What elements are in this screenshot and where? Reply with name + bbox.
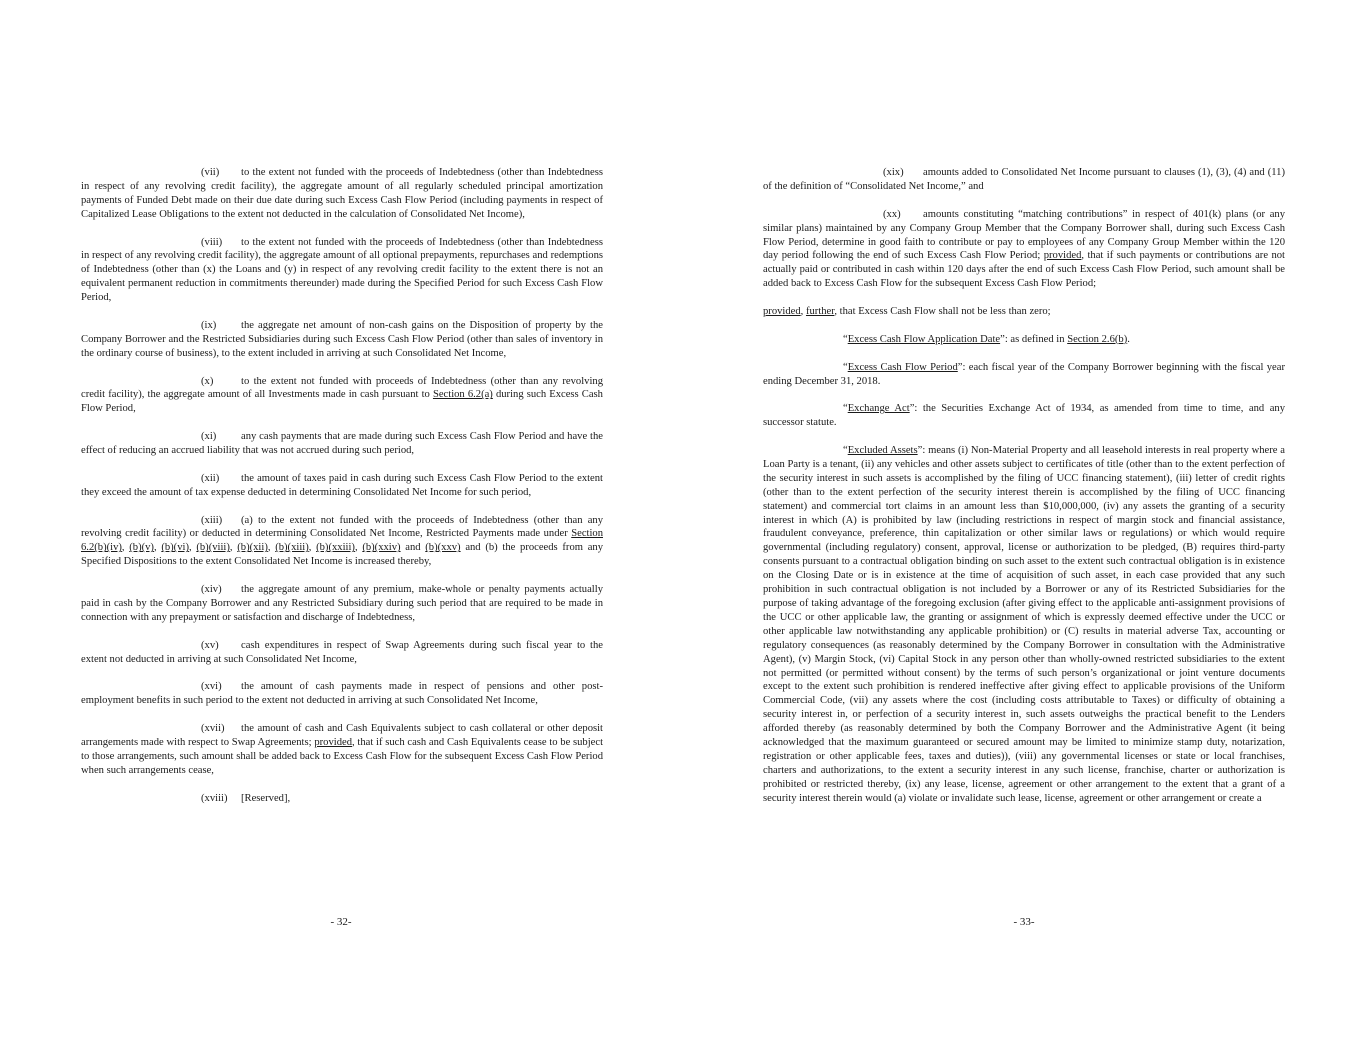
definition-text: ”: each fiscal year of the Company Borrower beginning with the fiscal year ending December 31, 2018. (763, 361, 1285, 387)
page-left-body (81, 166, 603, 819)
definition-text: ”: the Securities Exchange Act of 1934, as amended from time to time, and any successor statute. (763, 403, 1285, 429)
clause-label: (x) (201, 375, 214, 387)
definition-end: . (1127, 333, 1130, 345)
clause-text: any cash payments that are made during such Excess Cash Flow Period and have the effect of reducing an accrued liability that was not accrued during such period, (81, 431, 603, 457)
clause-text: the aggregate net amount of non-cash gains on the Disposition of property by the Company Borrower and the Restricted Subsidiaries during such Excess Cash Flow Period (other than sales of inventory in the ordinary course of business), to the extent included in arriving at such Consolidated Net Income, (81, 319, 603, 359)
defined-term: Excluded Assets (847, 445, 918, 457)
provided-term: provided (763, 306, 801, 318)
further-term: further (805, 306, 835, 318)
defined-term: Excess Cash Flow Application Date (847, 333, 1001, 345)
section-ref-link[interactable]: Section 2.6(b) (1067, 333, 1128, 345)
clause-label: (vii) (201, 167, 220, 178)
clause-label: (xi) (201, 431, 217, 443)
provided-term: provided (314, 737, 352, 748)
clause-text: amounts added to Consolidated Net Income pursuant to clauses (1), (3), (4) and (11) of the definition of “Consolidated Net Income,” and (763, 167, 1285, 192)
proviso-text: , that Excess Cash Flow shall not be less than zero; (834, 306, 1051, 318)
clause-text: during such Excess Cash Flow Period, (81, 389, 603, 415)
clause-xiii: (xiii) (a) to the extent not funded with the proceeds of Indebtedness (other than any revolving credit facility) or deducted in determining Consolidated Net Income, Restricted Payments made under Section 6.2(b)(iv), (b)(v), (b)(vi), (b)(viii), (b)(xii), (b)(xiii), (b)(xxiii), (b)(xxiv) and (b)(xxv) and (b) the proceeds from any Specified Dispositions to the extent Consolidated Net Income is increased thereby, (81, 514, 603, 568)
clause-text: the amount of cash and Cash Equivalents subject to cash collateral or other deposit arrangements made with respect to Swap Agreements; (81, 723, 603, 748)
clause-label: (xv) (201, 639, 219, 651)
clause-text: and (b) the proceeds from any Specified Dispositions to the extent Consolidated Net Income is increased thereby, (81, 542, 603, 568)
clause-xv (81, 639, 603, 667)
page-left (0, 0, 682, 1055)
clause-xi (81, 430, 603, 458)
definition-exchange-act: “Exchange Act”: the Securities Exchange Act of 1934, as amended from time to time, and any successor statute. (763, 403, 1285, 429)
clause-label: (viii) (201, 236, 223, 248)
clause-text: to the extent not funded with the proceeds of Indebtedness (other than Indebtedness in respect of any revolving credit facility), the aggregate amount of all regularly scheduled principal amortization payments of Funded Debt made on their due date during such Excess Cash Flow Period (including payments in respect of Capitalized Lease Obligations to the extent not deducted in the calculation of Consolidated Net Income), (81, 167, 603, 220)
proviso-paragraph (763, 305, 1285, 319)
clause-x (81, 375, 603, 417)
section-ref-link[interactable]: Section 6.2(b)(iv) (81, 528, 603, 554)
clause-text: to the extent not funded with proceeds of Indebtedness (other than any revolving credit facility), the aggregate amount of all Investments made in cash pursuant to (81, 375, 603, 401)
clause-label: (xvii) (201, 723, 225, 735)
clause-text: the amount of taxes paid in cash during such Excess Cash Flow Period to the extent they exceed the amount of tax expense deducted in determining Consolidated Net Income for such period, (81, 472, 603, 498)
clause-xix (763, 166, 1285, 194)
clause-xvi (81, 680, 603, 708)
section-ref-link[interactable]: (b)(v) (129, 542, 154, 554)
clause-text: , that if such payments or contributions are not actually paid or contributed in cash within 120 days after the end of such Excess Cash Flow Period, such amount shall be added back to Excess Cash Flow for the subsequent Excess Cash Flow Period; (763, 250, 1285, 290)
clause-label: (ix) (201, 319, 217, 331)
clause-xx (763, 208, 1285, 291)
clause-label: (xviii) (201, 792, 228, 804)
page-right-body (763, 166, 1285, 819)
section-ref-link[interactable]: (b)(xiii) (275, 542, 309, 554)
clause-vii (81, 166, 603, 222)
provided-term: provided (1043, 250, 1082, 262)
clause-label: (xiii) (201, 514, 223, 526)
clause-label: (xvi) (201, 681, 222, 693)
clause-text: the amount of cash payments made in respect of pensions and other post-employment benefits in such period to the extent not deducted in arriving at such Consolidated Net Income, (81, 681, 603, 707)
clause-viii (81, 236, 603, 306)
definition-text: ”: means (i) Non-Material Property and all leasehold interests in real property where a Loan Party is a tenant, (ii) any vehicles and other assets subject to certificates of title (other than to the extent perfection of the security interest in such assets is accomplished by the filing of UCC financing statement), (iii) letter of credit rights (other than to the extent perfection of the security interest therein is accomplished by the filing of UCC financing statement) and commercial tort claims in an amount less than $10,000,000, (iv) any assets the granting of a security interest in which (A) is prohibited by law (including restrictions in respect of margin stock and financial assistance, fraudulent conveyance, preference, thin capitalization or other similar laws or regulations) or which would require governmental (including regulatory) consent, approval, license or authorization to be pledged, (B) requires third-party consents pursuant to a contractual obligation binding on such asset to the extent such contractual obligation is in existence on the Closing Date or is in existence at the time of acquisition of such asset, in each case provided that any such prohibition in such contractual obligation is not included by a Borrower or any of its Restricted Subsidiaries for the purpose of taking advantage of the foregoing exclusion (after giving effect to the applicable anti-assignment provisions of the UCC or other applicable law, the granting or assignment of which is expressly deemed effective under the UCC or other applicable law notwithstanding any applicable prohibition) or (C) results in material adverse Tax, accounting or regulatory consequences (as reasonably determined by the Company Borrower in consultation with the Administrative Agent), (v) Margin Stock, (vi) Capital Stock in any person other than wholly-owned restricted subsidiaries to the extent not permitted (or permitted without consent) by the terms of such person’s organizational or joint venture documents except to the extent such prohibition is rendered ineffective after giving effect to applicable provisions of the Uniform Commercial Code, (vii) any assets where the cost (including costs attributable to Taxes) or difficulty of obtaining a security interest in, or perfection of a security interest in, such assets outweighs the practical benefit to the Lenders afforded thereby (as reasonably determined by both the Company Borrower and the Administrative Agent (it being acknowledged that the maximum guaranteed or secured amount may be limited to minimize stamp duty, notarization, registration or other applicable fees, taxes and duties)), (viii) any governmental licenses or state or local franchises, charters and authorizations, to the extent a security interest in any such license, franchise, charter or authorization is prohibited or restricted thereby, (ix) any lease, license, agreement or other arrangement to the extent that a grant of a security interest therein would (a) violate or invalidate such lease, license, agreement or other arrangement or create a (763, 445, 1286, 804)
clause-text: cash expenditures in respect of Swap Agreements during such fiscal year to the extent not deducted in arriving at such Consolidated Net Income, (81, 639, 603, 665)
clause-xviii (81, 792, 603, 806)
clause-text: (a) to the extent not funded with the proceeds of Indebtedness (other than any revolving credit facility) or deducted in determining Consolidated Net Income, Restricted Payments made under (81, 514, 603, 540)
separator: , (800, 306, 806, 318)
clause-label: (xix) (883, 167, 904, 178)
definition-text: ”: as defined in (1000, 333, 1065, 345)
section-ref-link[interactable]: (b)(vi) (161, 542, 189, 554)
section-ref-link[interactable]: (b)(xxv) (425, 542, 461, 554)
clause-xii (81, 472, 603, 500)
page-number: - 33- (1013, 916, 1035, 928)
definition-excess-cash-flow-application-date: “Excess Cash Flow Application Date”: as defined in Section 2.6(b). (843, 333, 1130, 345)
clause-xiv (81, 583, 603, 625)
clause-label: (xx) (883, 208, 901, 220)
section-ref-link[interactable]: (b)(xxiv) (362, 542, 401, 554)
defined-term: Exchange Act (847, 403, 910, 415)
clause-text: amounts constituting “matching contributions” in respect of 401(k) plans (or any similar plans) maintained by any Company Group Member that the Company Borrower shall, during such Excess Cash Flow Period, determine in good faith to contribute or pay to employees of any Company Group Member within the 120 day period following the end of such Excess Cash Flow Period; (763, 208, 1285, 262)
section-ref-link[interactable]: (b)(xii) (237, 542, 268, 554)
clause-xvii (81, 722, 603, 778)
clause-text: the aggregate amount of any premium, make-whole or penalty payments actually paid in cash by the Company Borrower and any Restricted Subsidiary during such period that are required to be made in connection with any prepayment or satisfaction and discharge of Indebtedness, (81, 584, 603, 623)
clause-label: (xii) (201, 472, 220, 484)
definition-excluded-assets: “Excluded Assets”: means (i) Non-Material Property and all leasehold interests in real property where a Loan Party is a tenant, (ii) any vehicles and other assets subject to certificates of title (other than to the extent perfection of the security interest in such assets is accomplished by the filing of UCC financing statement), (iii) letter of credit rights (other than to the extent perfection of the security interest therein is accomplished by the filing of UCC financing statement) and commercial tort claims in an amount less than $10,000,000, (iv) any assets the granting of a security interest in which (A) is prohibited by law (including restrictions in respect of margin stock and financial assistance, fraudulent conveyance, preference, thin capitalization or other similar laws or regulations) or which would require governmental (including regulatory) consent, approval, license or authorization to be pledged, (B) requires third-party consents pursuant to a contractual obligation binding on such asset to the extent such contractual obligation is in existence on the Closing Date or is in existence at the time of acquisition of such asset, in each case provided that any such prohibition in such contractual obligation is not included by a Borrower or any of its Restricted Subsidiaries for the purpose of taking advantage of the foregoing exclusion (after giving effect to the applicable anti-assignment provisions of the UCC or other applicable law, the granting or assignment of which is expressly deemed effective under the UCC or other applicable law notwithstanding any applicable prohibition) or (C) results in material adverse Tax, accounting or regulatory consequences (as reasonably determined by the Company Borrower in consultation with the Administrative Agent), (v) Margin Stock, (vi) Capital Stock in any person other than wholly-owned restricted subsidiaries to the extent not permitted (or permitted without consent) by the terms of such person’s organizational or joint venture documents except to the extent such prohibition is rendered ineffective after giving effect to applicable provisions of the Uniform Commercial Code, (vii) any assets where the cost (including costs attributable to Taxes) or difficulty of obtaining a security interest in, or perfection of a security interest in, such assets outweighs the practical benefit to the Lenders afforded thereby (as reasonably determined by both the Company Borrower and the Administrative Agent (it being acknowledged that the maximum guaranteed or secured amount may be limited to minimize stamp duty, notarization, registration or other applicable fees, taxes and duties)), (viii) any governmental licenses or state or local franchises, charters and authorizations, to the extent a security interest in any such license, franchise, charter or authorization is prohibited or restricted thereby, (ix) any lease, license, agreement or other arrangement to the extent that a grant of a security interest therein would (a) violate or invalidate such lease, license, agreement or other arrangement or create a (763, 445, 1286, 804)
page-right (683, 0, 1365, 1055)
clause-ix (81, 319, 603, 361)
clause-label: (xiv) (201, 584, 222, 596)
page-number: - 32- (330, 916, 352, 928)
clause-text: [Reserved], (241, 792, 291, 804)
definition-excess-cash-flow-period: “Excess Cash Flow Period”: each fiscal year of the Company Borrower beginning with the fiscal year ending December 31, 2018. (763, 361, 1285, 387)
clause-text: to the extent not funded with the proceeds of Indebtedness (other than Indebtedness in respect of any revolving credit facility), the aggregate amount of all optional prepayments, repurchases and redemptions of Indebtedness (other than (x) the Loans and (y) in respect of any revolving credit facility to the extent there is not an equivalent permanent reduction in commitments thereunder) made during the Specified Period for such Excess Cash Flow Period, (81, 236, 603, 304)
clause-text: , that if such cash and Cash Equivalents cease to be subject to those arrangements, such amount shall be added back to Excess Cash Flow for the subsequent Excess Cash Flow Period when such arrangements cease, (81, 737, 604, 776)
section-ref-link[interactable]: (b)(xxiii) (316, 542, 355, 554)
defined-term: Excess Cash Flow Period (847, 361, 958, 373)
section-ref-link[interactable]: Section 6.2(a) (432, 389, 493, 401)
section-ref-link[interactable]: (b)(viii) (196, 542, 230, 554)
